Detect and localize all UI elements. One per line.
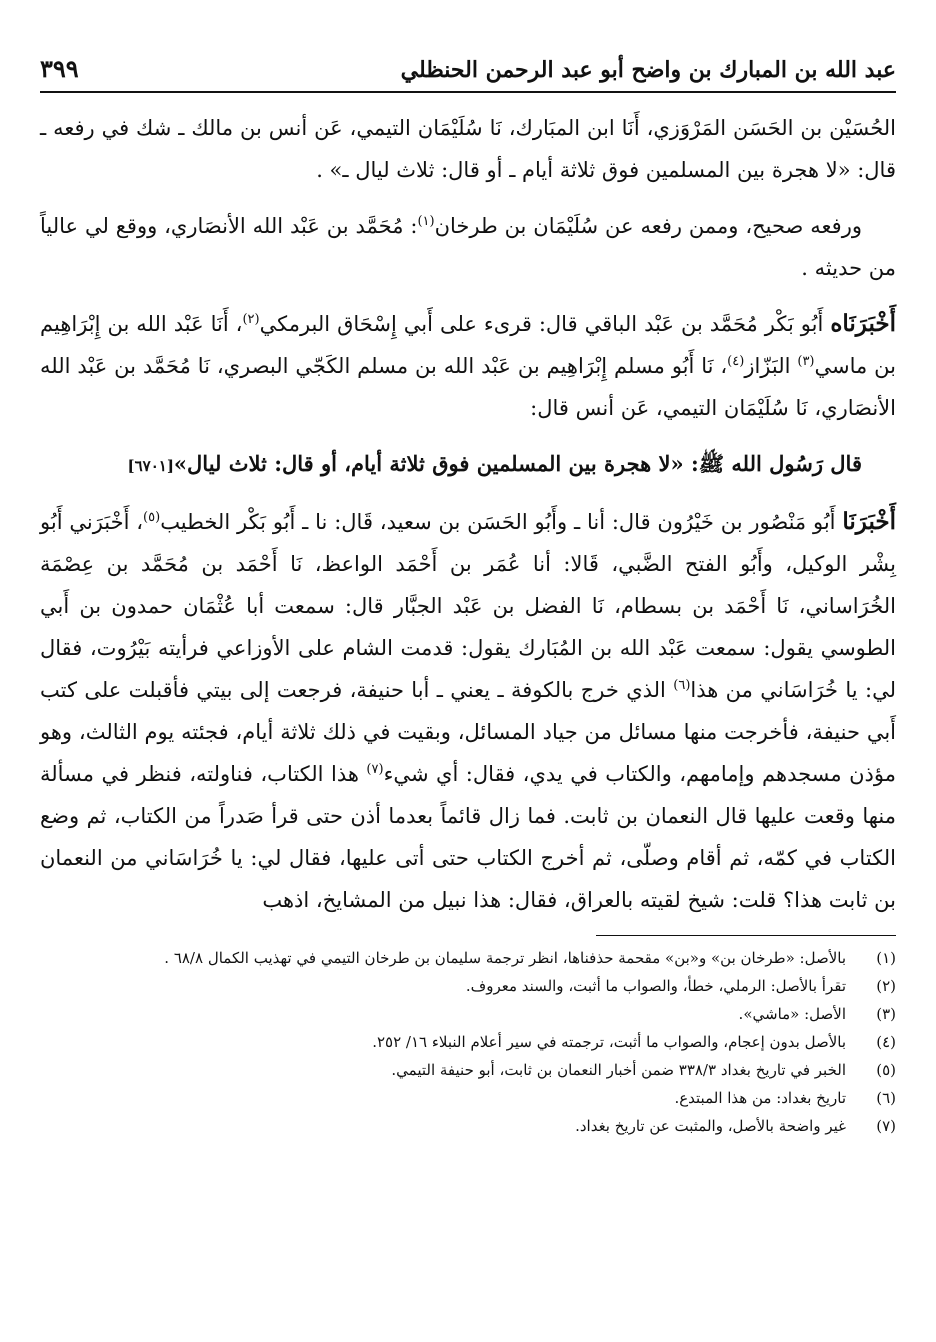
page-number: ٣٩٩ [40, 54, 79, 83]
footnote [40, 1114, 896, 1139]
footnote-number: (١) [876, 949, 896, 967]
footnote [40, 1002, 896, 1027]
hadith-text [40, 443, 896, 487]
footnote-marker: (٣) [797, 354, 815, 369]
header-title: عبد الله بن المبارك بن واضح أبو عبد الرحمن الحنظلي [400, 57, 896, 83]
paragraph-text: : مُحَمَّد بن عَبْد الله الأنصَاري، ووقع لي عالياً من حديثه . [40, 214, 896, 280]
footnote-text: الخبر في تاريخ بغداد ٣٣٨/٣ ضمن أخبار النعمان بن ثابت، أبو حنيفة التيمي. [391, 1061, 846, 1079]
footnote [40, 1086, 896, 1111]
footnote-text: تاريخ بغداد: من هذا المبتدع. [674, 1089, 846, 1107]
footnote-marker: (١) [417, 214, 435, 229]
paragraph-text: أَبُو بَكْر مُحَمَّد بن عَبْد الباقي قال: قرىء على أَبي إِسْحَاق البرمكي [259, 312, 831, 336]
footnote-number: (٦) [876, 1089, 896, 1107]
footnotes [40, 946, 896, 1139]
book-page [40, 54, 896, 1142]
paragraph-text: الذي خرج بالكوفة ـ يعني ـ أبا حنيفة، فرجعت إلى بيتي فأقبلت على كتب أَبي حنيفة، فأخرجت منها مسائل من جياد المسائل، وبقيت في ذلك ثلاثة أيام، فجئته يوم الثالث، وهو مؤذن مسجدهم وإمامهم، والكتاب في يدي، فقال: أي شيء [40, 678, 896, 786]
footnote [40, 1030, 896, 1055]
paragraph-text: ، نَا أَبُو مسلم إِبْرَاهِيم بن عَبْد الله بن مسلم الكَجّي البصري، نَا مُحَمَّد بن عَبْد الله الأنصَاري، نَا سُلَيْمَان التيمي، عَن أنس قال: [40, 354, 896, 420]
footnote-marker: (٤) [727, 354, 745, 369]
footnote [40, 946, 896, 971]
footnote-text: الأصل: «ماشي». [738, 1005, 846, 1023]
paragraph-text: قال رَسُول الله ﷺ: «لا هجرة بين المسلمين فوق ثلاثة أيام، أو قال: ثلاث ليال» [173, 451, 862, 476]
footnote-number: (٧) [876, 1117, 896, 1135]
running-header [40, 54, 896, 93]
footnote-text: غير واضحة بالأصل، والمثبت عن تاريخ بغداد. [575, 1117, 846, 1135]
paragraph-text: الحُسَيْن بن الحَسَن المَرْوَزي، أَنَا ابن المبَارك، نَا سُلَيْمَان التيمي، عَن أنس بن مالك ـ شك في رفعه ـ قال: «لا هجرة بين المسلمين فوق ثلاثة أيام ـ أو قال: ثلاث ليال ـ» . [40, 116, 896, 182]
footnote-marker: (٥) [143, 510, 161, 525]
footnote [40, 974, 896, 999]
isnad-lead: أَخْبَرَنَاه [830, 310, 897, 337]
paragraph-text: البَزّاز [744, 354, 798, 378]
footnote-marker: (٧) [366, 762, 384, 777]
footnote-text: بالأصل بدون إعجام، والصواب ما أثبت، ترجمته في سير أعلام النبلاء ١٦/ ٢٥٢. [372, 1033, 846, 1051]
paragraph-text: ، أَنَا عَبْد الله بن إِبْرَاهِيم بن ماسي [40, 312, 896, 378]
paragraph-text: ورفعه صحيح، وممن رفعه عن سُلَيْمَان بن طرخان [434, 214, 862, 238]
footnote-marker: (٢) [242, 312, 260, 327]
paragraph-1 [40, 107, 896, 191]
footnote-number: (٥) [876, 1061, 896, 1079]
paragraph-2 [40, 205, 896, 289]
paragraph-text: هذا الكتاب، فناولته، فنظر في مسألة منها وقعت عليها قال النعمان بن ثابت. فما زال قائماً بعدما أذن حتى قرأ صَدراً من الكتاب، ثم وضع الكتاب في كمّه، ثم أقام وصلّى، ثم أخرج الكتاب حتى أتى عليها، فقال لي: يا خُرَاسَاني من النعمان بن ثابت هذا؟ قلت: شيخ لقيته بالعراق، فقال: هذا نبيل من المشايخ، اذهب [40, 762, 896, 912]
main-text [40, 107, 896, 921]
footnote-text: تقرأ بالأصل: الرملي، خطأ، والصواب ما أثبت، والسند معروف. [465, 977, 846, 995]
footnote-text: بالأصل: «طرخان بن» و«بن» مقحمة حذفناها، انظر ترجمة سليمان بن طرخان التيمي في تهذيب الكمال ٦٨/٨ . [164, 949, 846, 967]
isnad-lead: أَخْبَرَنَا [842, 508, 896, 535]
footnote [40, 1058, 896, 1083]
paragraph-3 [40, 303, 896, 429]
footnote-number: (٢) [876, 977, 896, 995]
footnote-divider [596, 935, 896, 936]
footnote-number: (٤) [876, 1033, 896, 1051]
footnote-marker: (٦) [673, 678, 691, 693]
paragraph-text: أَبُو مَنْصُور بن خَيْرُون قال: أنا ـ وأَبُو الحَسَن بن سعيد، قَال: نا ـ أَبُو بَكْر الخطيب [160, 510, 843, 534]
paragraph-5 [40, 501, 896, 921]
footnote-number: (٣) [876, 1005, 896, 1023]
hadith-number: [٦٧٠١] [127, 457, 174, 475]
paragraph-text: ، أَخْبَرَني أَبُو بِشْر الوكيل، وأَبُو الفتح الضَّبي، قَالا: أنا عُمَر بن أَحْمَد الواعظ، نَا أَحْمَد بن مُحَمَّد بن عِصْمَة الخُرَاساني، نَا أَحْمَد بن بسطام، نَا الفضل بن عَبْد الجبَّار قال: سمعت أبا عُثْمَان حمدون بن أَبي الطوسي يقول: سمعت عَبْد الله بن المُبَارك يقول: قدمت الشام على الأوزاعي فرأيته بَيْرُوت، فقال لي: يا خُرَاسَاني من هذا [40, 510, 896, 702]
